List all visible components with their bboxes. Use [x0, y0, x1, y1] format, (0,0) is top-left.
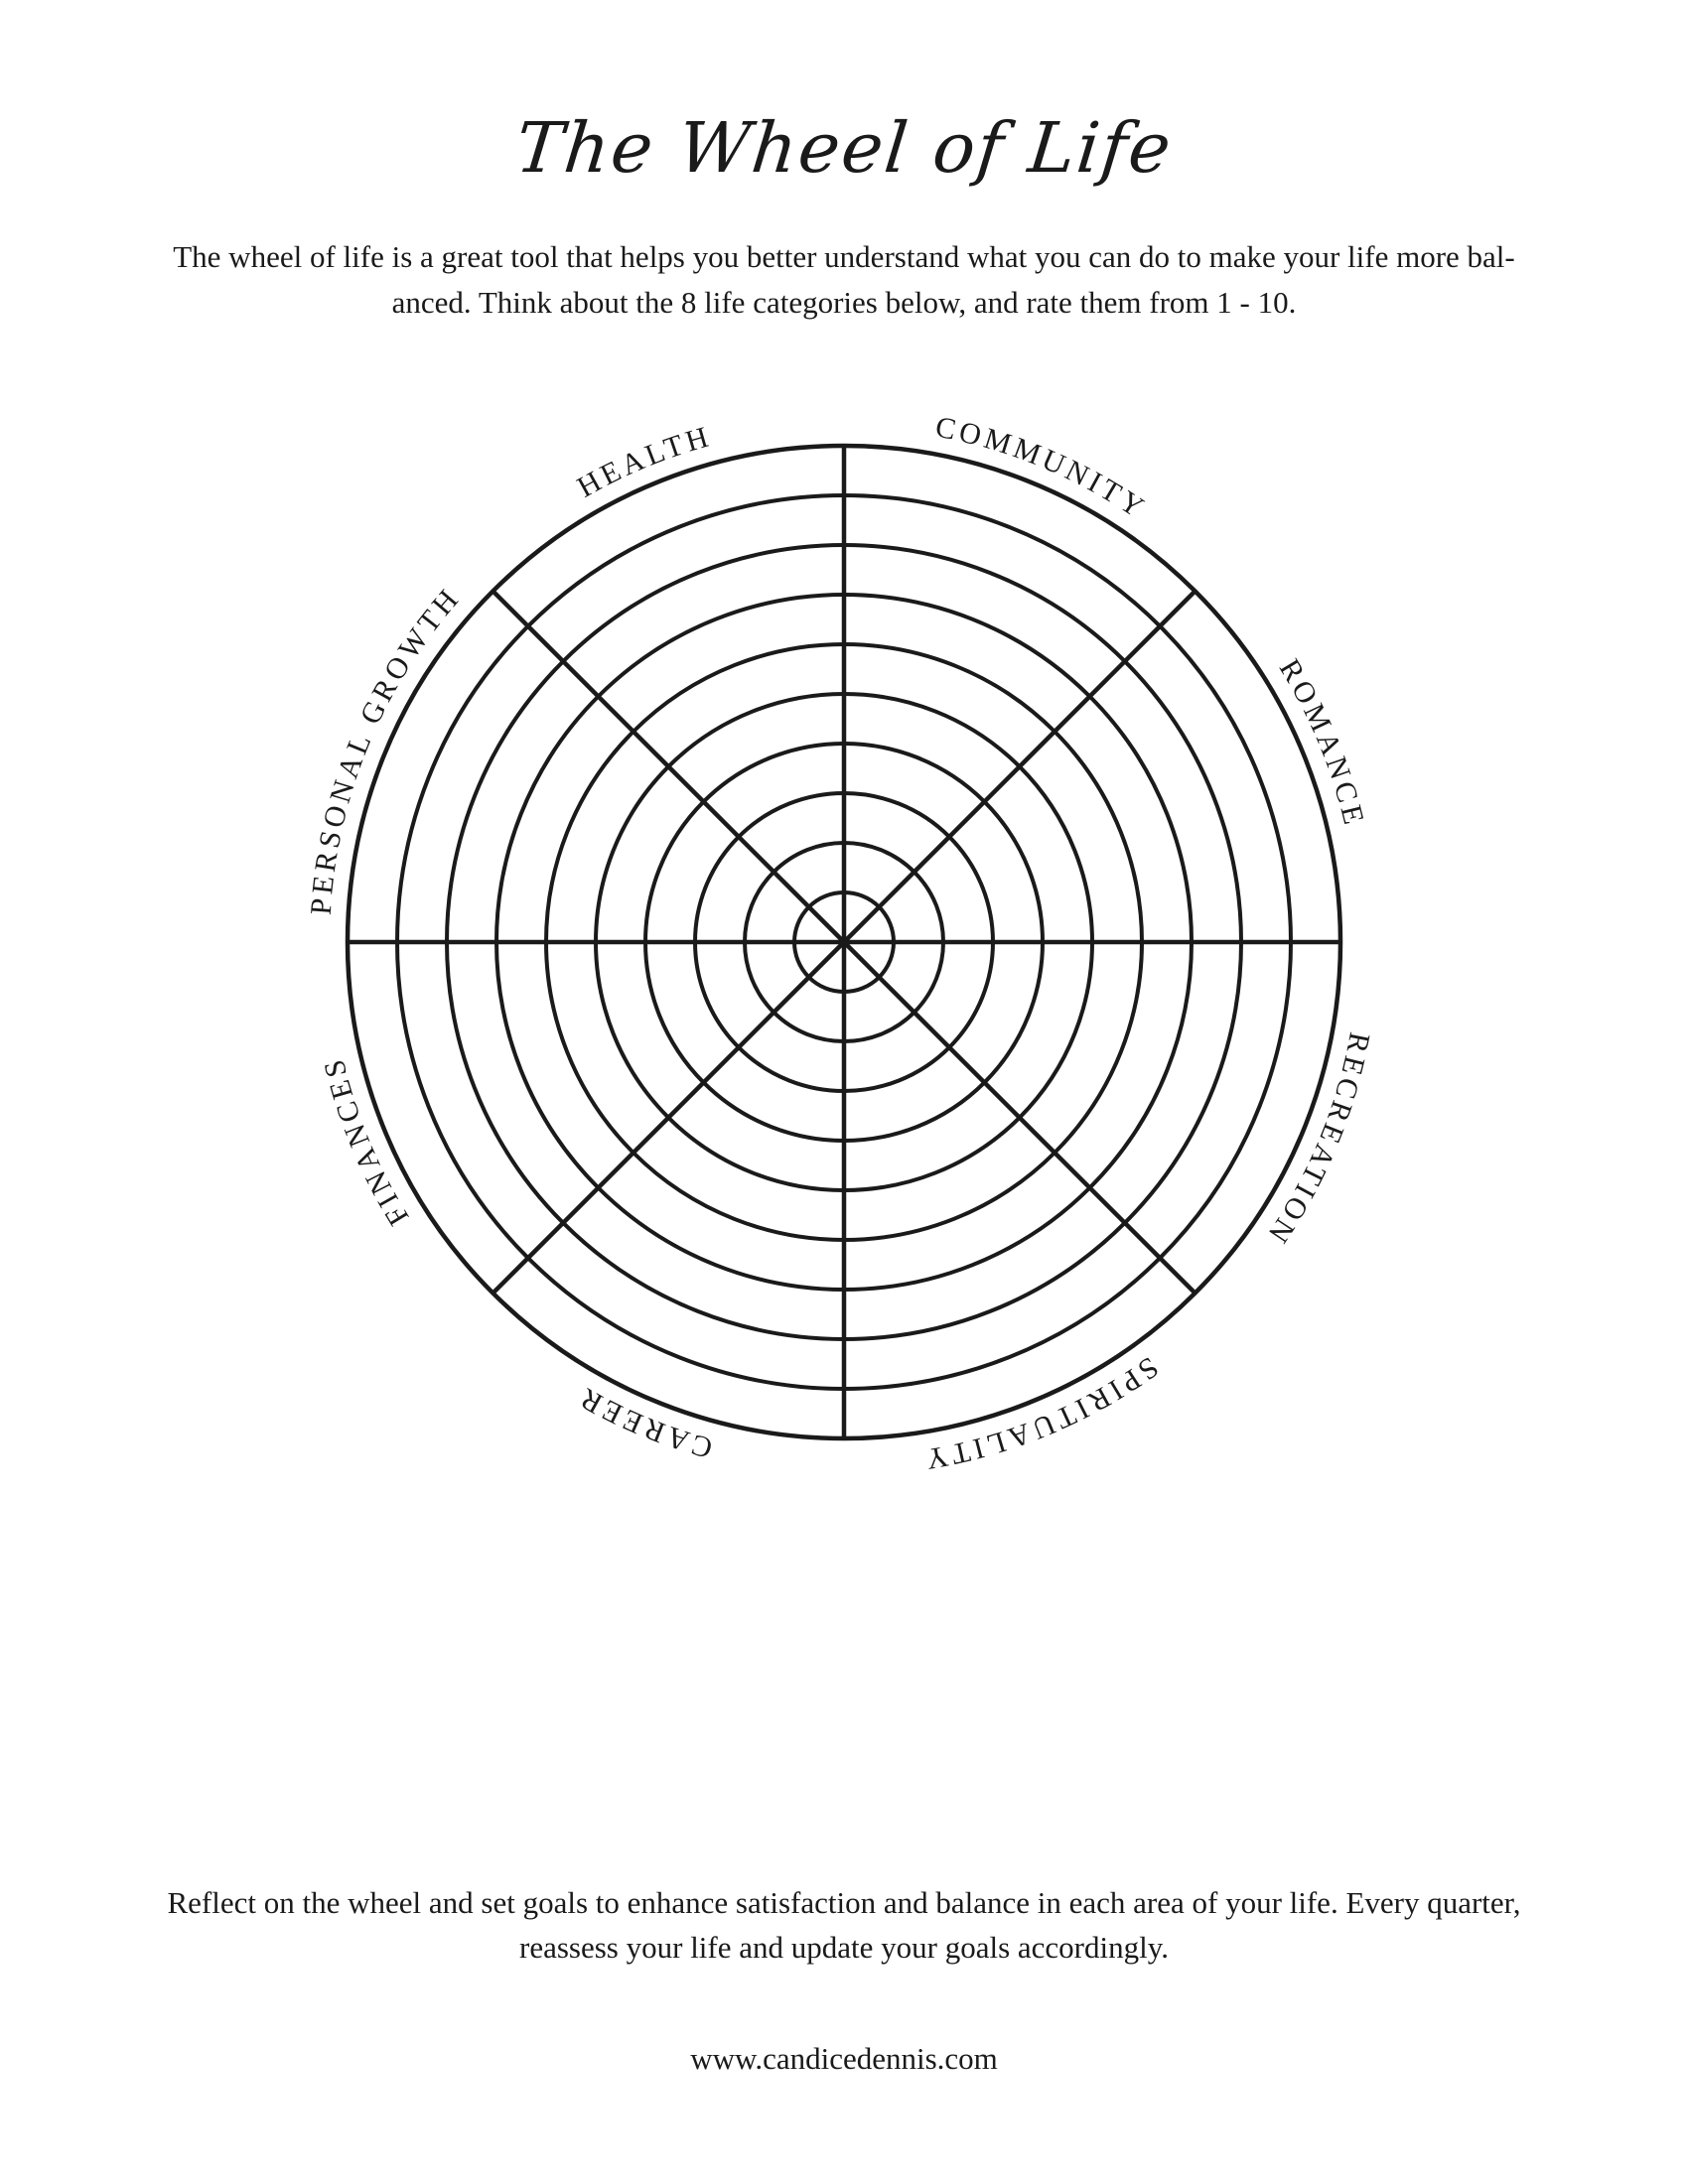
svg-text:HEALTH	[572, 420, 716, 504]
wheel-of-life-diagram	[288, 386, 1400, 1498]
intro-paragraph	[0, 234, 1688, 326]
svg-text:SPIRITUALITY	[919, 1350, 1164, 1476]
footer-url: www.candicedennis.com	[690, 2041, 998, 2076]
svg-text:COMMUNITY	[932, 410, 1153, 526]
wheel-label-recreation: RECREATION	[1259, 1029, 1376, 1252]
reflection-line-2: reassess your life and update your goals accordingly.	[519, 1930, 1169, 1965]
intro-line-2: anced. Think about the 8 life categories below, and rate them from 1 - 10.	[391, 285, 1297, 320]
page-title	[0, 83, 1688, 212]
svg-text:CAREER	[571, 1380, 716, 1464]
wheel-label-romance: ROMANCE	[1272, 653, 1371, 832]
wheel-label-finances: FINANCES	[317, 1052, 416, 1231]
wheel-label-career: CAREER	[571, 1379, 717, 1465]
page-title-text: The Wheel of Life	[511, 107, 1177, 189]
wheel-label-personal-growth: PERSONAL GROWTH	[304, 581, 468, 916]
reflection-line-1: Reflect on the wheel and set goals to enhance satisfaction and balance in each area of your life. Every quarter,	[167, 1885, 1521, 1920]
wheel-label-health: HEALTH	[571, 419, 716, 504]
intro-line-1: The wheel of life is a great tool that helps you better understand what you can do to make your life more bal-	[173, 239, 1515, 274]
wheel-label-spirituality: SPIRITUALITY	[919, 1350, 1165, 1476]
wheel-label-community: COMMUNITY	[932, 410, 1153, 526]
reflection-paragraph	[0, 1880, 1688, 1970]
svg-text:RECREATION	[1259, 1029, 1375, 1252]
